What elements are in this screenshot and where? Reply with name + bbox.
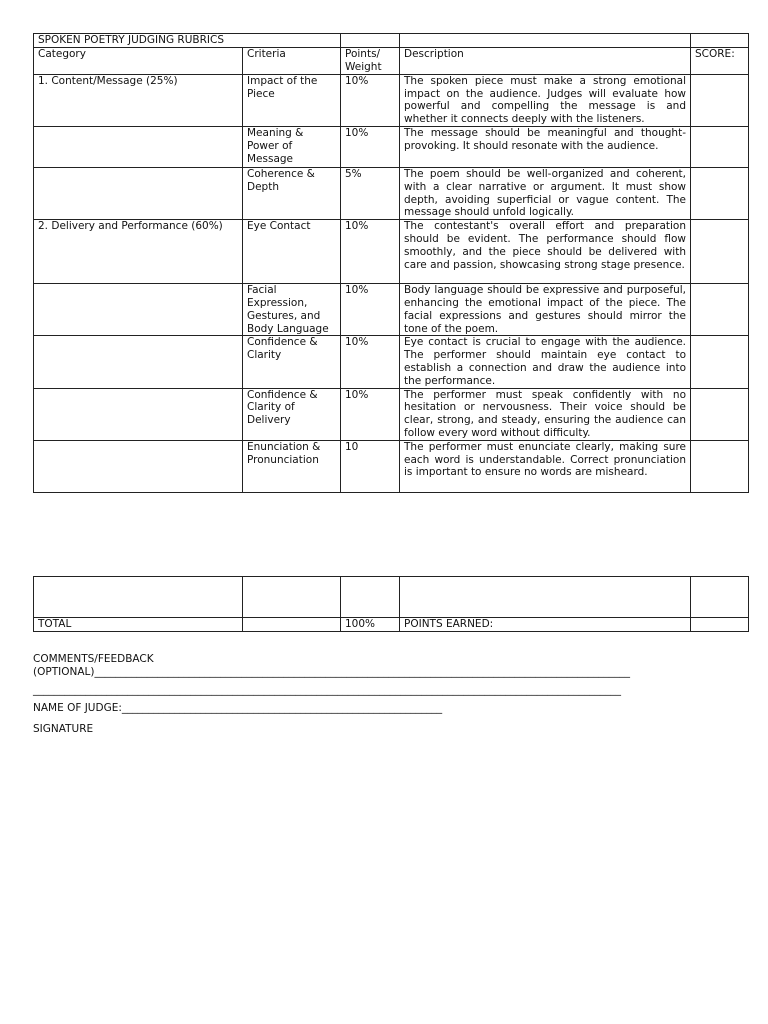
total-score-cell[interactable]: [691, 618, 749, 632]
row-score-cell[interactable]: [691, 388, 749, 440]
row-description: The message should be meaningful and thought-provoking. It should resonate with the audience.: [400, 126, 691, 167]
comments-label: COMMENTS/FEEDBACK: [33, 653, 154, 665]
total-label: TOTAL: [34, 618, 243, 632]
table-title: SPOKEN POETRY JUDGING RUBRICS: [34, 34, 341, 48]
row-category: [34, 167, 243, 219]
signature-label: SIGNATURE: [33, 723, 94, 735]
row-score-cell[interactable]: [691, 220, 749, 284]
row-criteria: Facial Expression, Gestures, and Body Language: [243, 284, 341, 336]
row-criteria: Impact of the Piece: [243, 74, 341, 126]
row-criteria: Confidence & Clarity of Delivery: [243, 388, 341, 440]
table-row: [34, 440, 749, 492]
row-points: 10%: [341, 126, 400, 167]
table-row: [34, 284, 749, 336]
header-criteria: Criteria: [243, 47, 341, 74]
row-description: The contestant's overall effort and preparation should be evident. The performance should flow smoothly, and the piece should be delivered with care and passion, showcasing strong stage presence.: [400, 220, 691, 284]
rubric-table: [33, 33, 749, 493]
blank-cell: [34, 577, 243, 618]
row-points: 10: [341, 440, 400, 492]
row-criteria: Confidence & Clarity: [243, 336, 341, 388]
row-description: The performer must enunciate clearly, making sure each word is understandable. Correct pronunciation is important to ensure no words are misheard.: [400, 440, 691, 492]
row-description: Eye contact is crucial to engage with the audience. The performer should maintain eye contact to establish a connection and draw the audience into the performance.: [400, 336, 691, 388]
blank-cell: [243, 577, 341, 618]
totals-table: [33, 576, 749, 632]
row-category: 2. Delivery and Performance (60%): [34, 220, 243, 284]
points-earned-label: POINTS EARNED:: [400, 618, 691, 632]
row-points: 10%: [341, 220, 400, 284]
total-row: [34, 618, 749, 632]
header-category: Category: [34, 47, 243, 74]
blank-cell: [341, 577, 400, 618]
table-row: [34, 388, 749, 440]
blank-cell: [400, 577, 691, 618]
row-description: Body language should be expressive and purposeful, enhancing the emotional impact of the piece. The facial expressions and gestures should mirror the tone of the poem.: [400, 284, 691, 336]
table-row: [34, 336, 749, 388]
table-row: [34, 74, 749, 126]
row-criteria: Eye Contact: [243, 220, 341, 284]
row-criteria: Meaning & Power of Message: [243, 126, 341, 167]
row-points: 5%: [341, 167, 400, 219]
title-blank-cell: [691, 34, 749, 48]
title-blank-cell: [341, 34, 400, 48]
row-points: 10%: [341, 74, 400, 126]
comments-line-2[interactable]: ________________________________________________________________________________________________________________: [33, 684, 621, 696]
blank-cell: [691, 577, 749, 618]
row-score-cell[interactable]: [691, 126, 749, 167]
row-score-cell[interactable]: [691, 167, 749, 219]
blank-row: [34, 577, 749, 618]
row-points: 10%: [341, 336, 400, 388]
row-description: The performer must speak confidently with no hesitation or nervousness. Their voice should be clear, strong, and steady, ensuring the audience can follow every word without difficulty.: [400, 388, 691, 440]
row-criteria: Coherence & Depth: [243, 167, 341, 219]
table-row: [34, 126, 749, 167]
row-category: [34, 336, 243, 388]
row-category: 1. Content/Message (25%): [34, 74, 243, 126]
header-score: SCORE:: [691, 47, 749, 74]
row-points: 10%: [341, 284, 400, 336]
header-points: Points/ Weight: [341, 47, 400, 74]
header-row: [34, 47, 749, 74]
row-criteria: Enunciation & Pronunciation: [243, 440, 341, 492]
row-category: [34, 388, 243, 440]
row-points: 10%: [341, 388, 400, 440]
total-criteria-cell: [243, 618, 341, 632]
row-description: The poem should be well-organized and coherent, with a clear narrative or argument. It must show depth, avoiding superficial or vague content. The message should unfold logically.: [400, 167, 691, 219]
total-points: 100%: [341, 618, 400, 632]
table-row: [34, 220, 749, 284]
judge-name-field[interactable]: NAME OF JUDGE:_____________________________________________________________: [33, 702, 443, 714]
comments-line[interactable]: (OPTIONAL)______________________________________________________________________________________________________: [33, 666, 630, 678]
row-score-cell[interactable]: [691, 284, 749, 336]
row-category: [34, 440, 243, 492]
title-blank-cell: [400, 34, 691, 48]
header-description: Description: [400, 47, 691, 74]
title-row: [34, 34, 749, 48]
row-score-cell[interactable]: [691, 336, 749, 388]
row-score-cell[interactable]: [691, 74, 749, 126]
table-row: [34, 167, 749, 219]
row-score-cell[interactable]: [691, 440, 749, 492]
row-description: The spoken piece must make a strong emotional impact on the audience. Judges will evaluate how powerful and compelling the message is and whether it connects deeply with the listeners.: [400, 74, 691, 126]
row-category: [34, 126, 243, 167]
row-category: [34, 284, 243, 336]
